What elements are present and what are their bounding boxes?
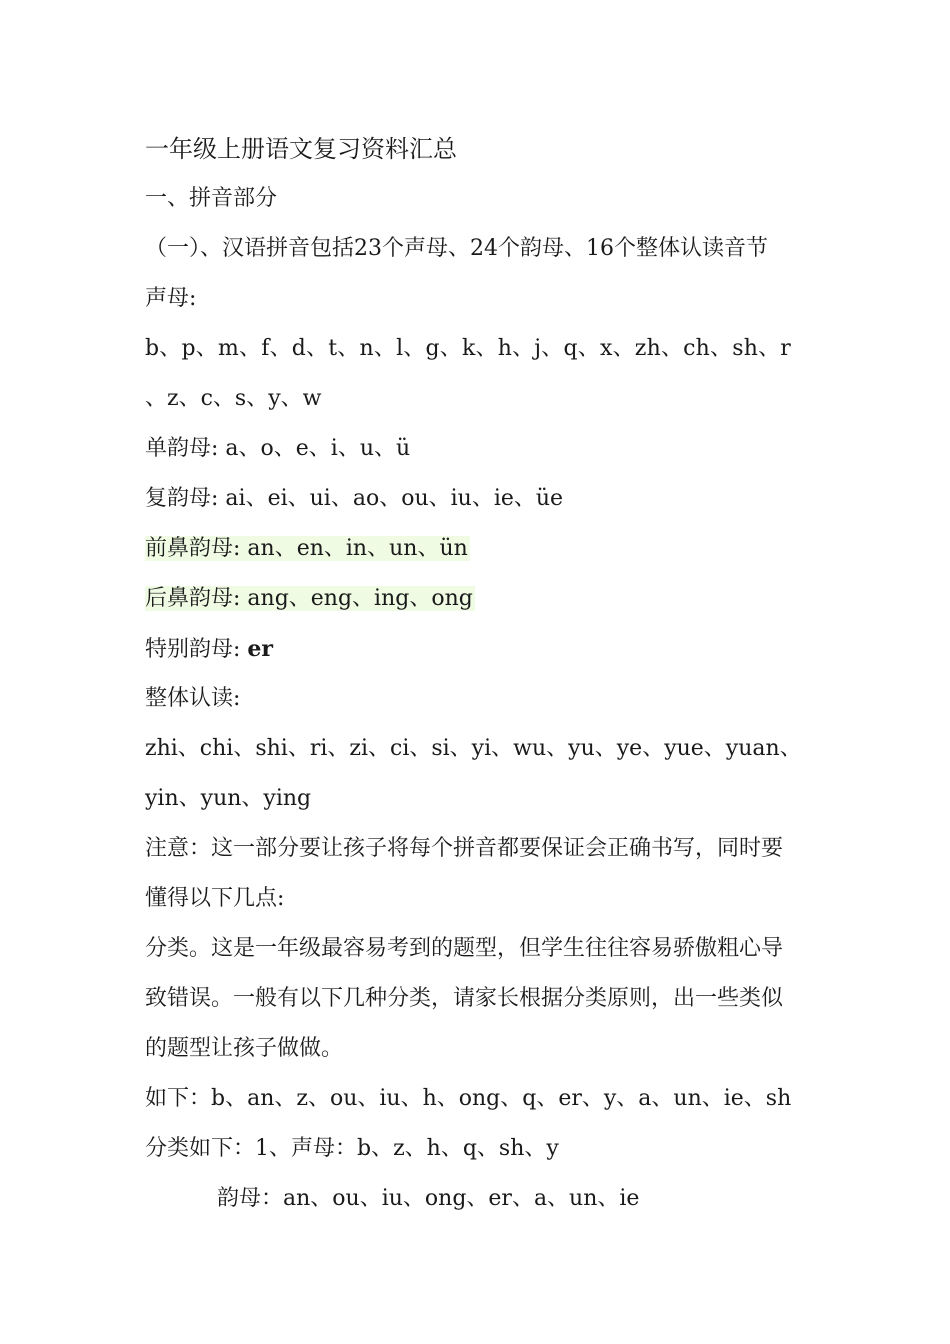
compound-finals-list: ai、ei、ui、ao、ou、iu、ie、üe <box>225 486 564 511</box>
document-title: 一年级上册语文复习资料汇总 <box>145 135 457 163</box>
back-nasal-highlight <box>145 586 475 611</box>
answer-line-2: 韵母：an、ou、iu、ong、er、a、un、ie <box>217 1186 640 1211</box>
initials-list-line-1: b、p、m、f、d、t、n、l、g、k、h、j、q、x、zh、ch、sh、r <box>145 336 792 361</box>
front-nasal-row <box>145 524 805 574</box>
initials-label: 声母: <box>145 286 197 311</box>
back-nasal-label: 后鼻韵母: <box>145 586 241 611</box>
subsection-heading: （一）、汉语拼音包括23个声母、24个韵母、16个整体认读音节 <box>145 236 768 261</box>
classify-line-1: 分类。这是一年级最容易考到的题型，但学生往往容易骄傲粗心导 <box>145 936 784 961</box>
back-nasal-row <box>145 574 805 624</box>
whole-syllables-line-2: yin、yun、ying <box>145 786 312 811</box>
front-nasal-label: 前鼻韵母: <box>145 536 241 561</box>
whole-syllables-label: 整体认读: <box>145 686 241 711</box>
classify-line-3: 的题型让孩子做做。 <box>145 1036 344 1061</box>
compound-finals-label: 复韵母: <box>145 486 219 511</box>
front-nasal-highlight <box>145 536 470 561</box>
simple-finals-list: a、o、e、i、u、ü <box>225 436 411 461</box>
whole-syllables-line-1: zhi、chi、shi、ri、zi、ci、si、yi、wu、yu、ye、yue、yuan、 <box>145 736 802 761</box>
classify-line-2: 致错误。一般有以下几种分类，请家长根据分类原则，出一些类似 <box>145 986 784 1011</box>
simple-finals-row <box>145 424 805 474</box>
compound-finals-row <box>145 474 805 524</box>
document-page <box>145 124 805 1224</box>
note-line-1: 注意：这一部分要让孩子将每个拼音都要保证会正确书写，同时要 <box>145 836 784 861</box>
initials-list-line-2: 、z、c、s、y、w <box>145 386 322 411</box>
note-line-2: 懂得以下几点: <box>145 886 285 911</box>
special-final-label: 特别韵母: <box>145 637 241 662</box>
special-final-value: er <box>247 636 274 662</box>
section-heading: 一、拼音部分 <box>145 186 278 211</box>
front-nasal-list: an、en、in、un、ün <box>247 536 468 561</box>
back-nasal-list: ang、eng、ing、ong <box>247 586 473 611</box>
simple-finals-label: 单韵母: <box>145 436 219 461</box>
special-final-row <box>145 624 805 674</box>
answer-line-1: 分类如下：1、声母：b、z、h、q、sh、y <box>145 1136 559 1161</box>
example-line: 如下：b、an、z、ou、iu、h、ong、q、er、y、a、un、ie、sh <box>145 1086 792 1111</box>
